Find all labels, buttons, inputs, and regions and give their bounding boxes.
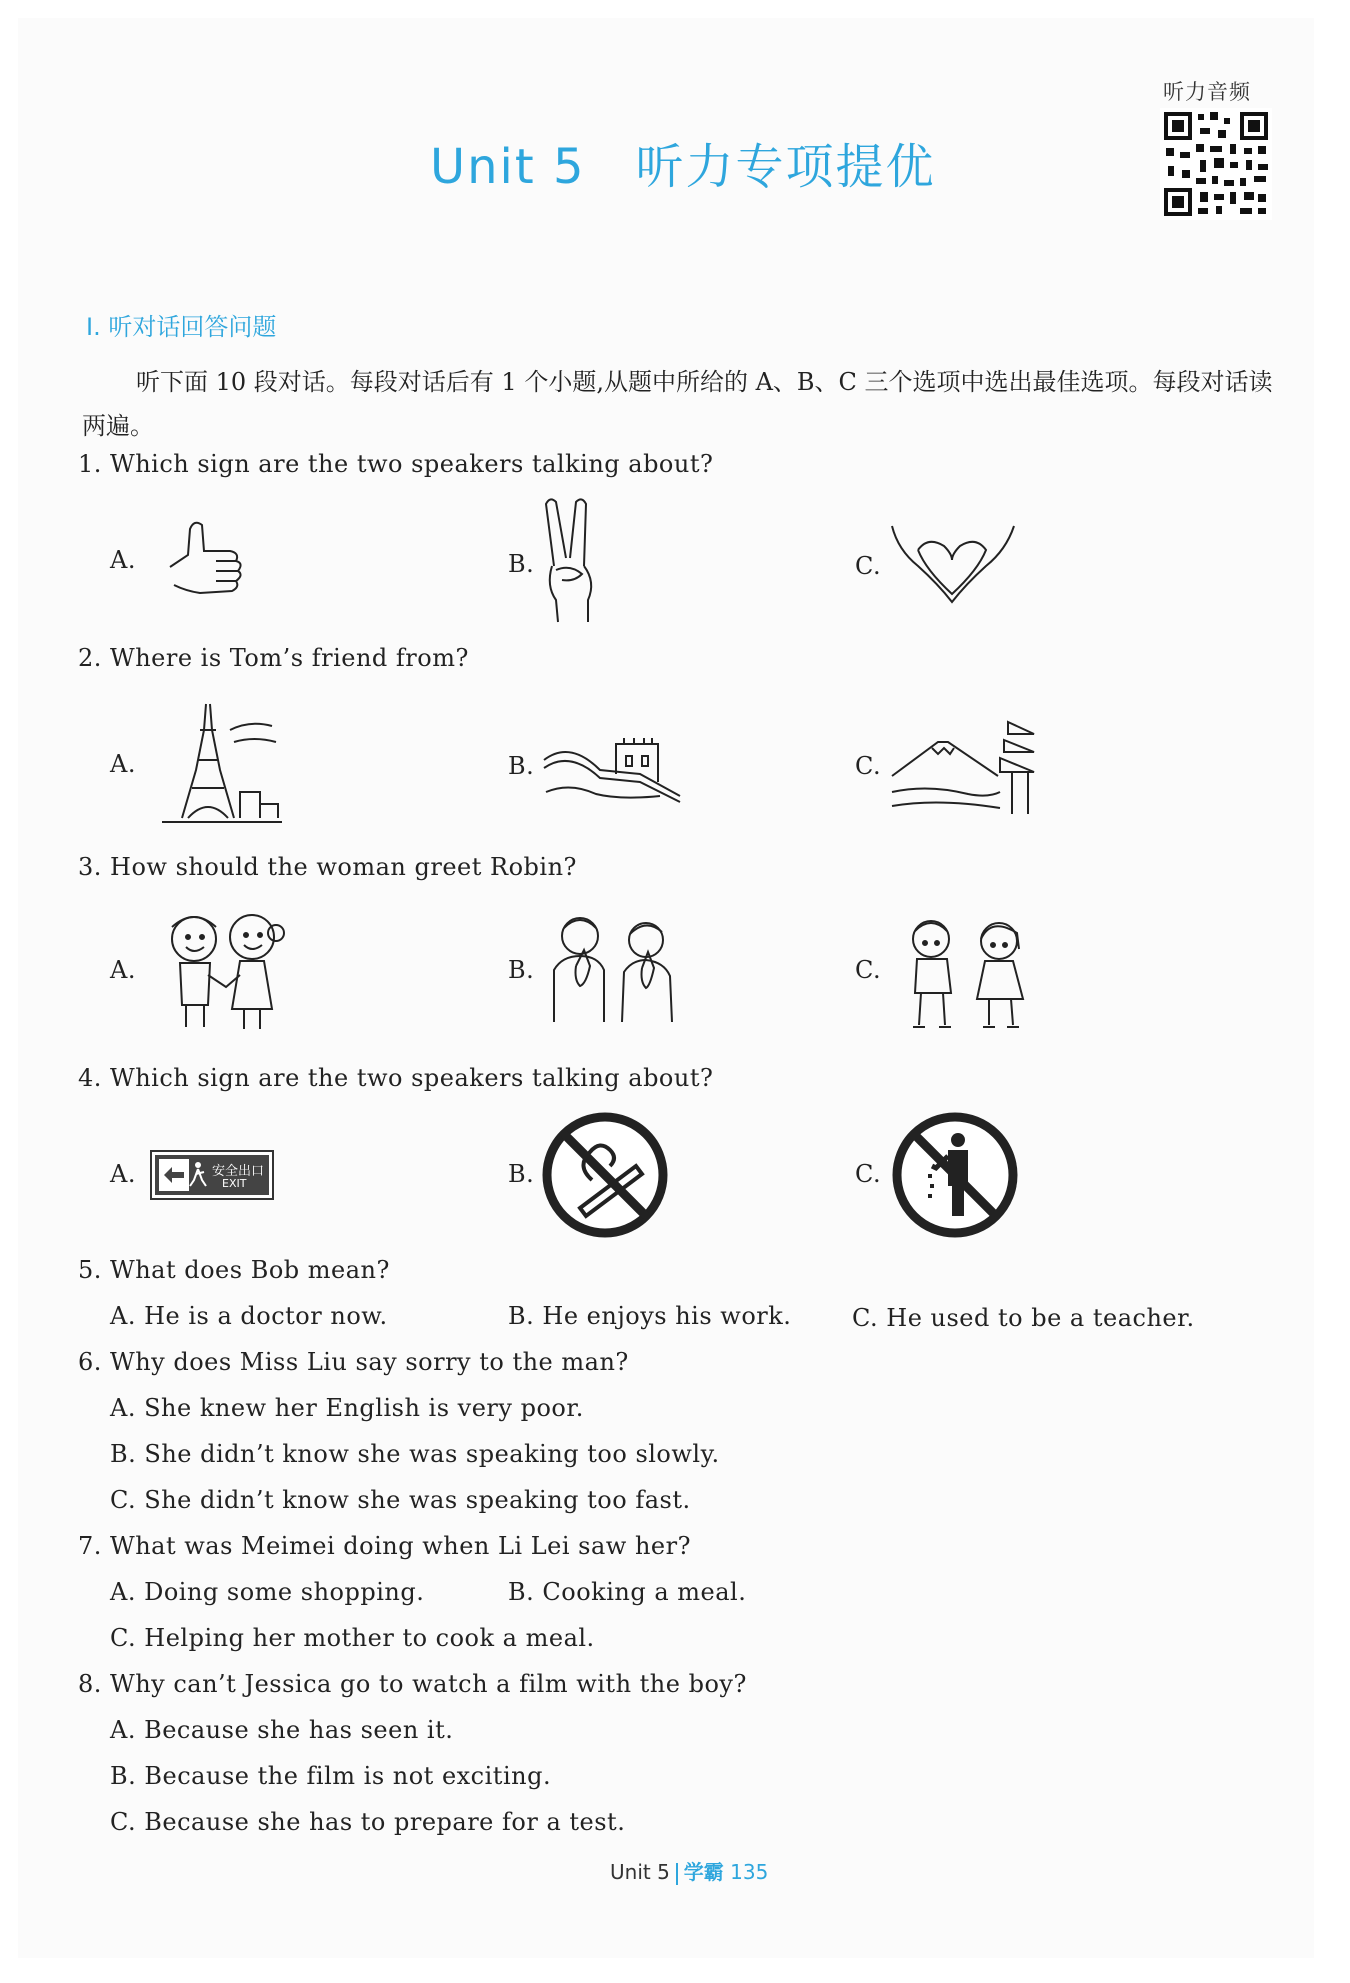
option-text[interactable]: C. She didn’t know she was speaking too fast. <box>110 1486 691 1514</box>
exit-sign-icon[interactable] <box>150 1150 274 1200</box>
option-text[interactable]: B. Because the film is not exciting. <box>110 1762 552 1790</box>
no-smoking-icon[interactable] <box>540 1110 670 1240</box>
option-label[interactable]: A. <box>110 546 136 574</box>
question-6: 6. Why does Miss Liu say sorry to the man? <box>78 1348 629 1376</box>
question-1: 1. Which sign are the two speakers talking about? <box>78 450 714 478</box>
title-unit: Unit 5 <box>430 139 586 195</box>
option-text[interactable]: A. Because she has seen it. <box>110 1716 454 1744</box>
option-text[interactable]: A. He is a doctor now. <box>110 1302 388 1330</box>
option-text[interactable]: B. Cooking a meal. <box>508 1578 747 1606</box>
question-8: 8. Why can’t Jessica go to watch a film with the boy? <box>78 1670 747 1698</box>
option-text[interactable]: B. She didn’t know she was speaking too slowly. <box>110 1440 720 1468</box>
option-text[interactable]: A. Doing some shopping. <box>110 1578 425 1606</box>
qr-label: 听力音频 <box>1163 80 1251 104</box>
option-label[interactable]: C. <box>855 956 882 984</box>
exit-sign-text-en: EXIT <box>222 1177 247 1190</box>
palms-together-greeting-icon[interactable] <box>540 910 685 1025</box>
question-3: 3. How should the woman greet Robin? <box>78 853 577 881</box>
question-5: 5. What does Bob mean? <box>78 1256 390 1284</box>
section-heading: Ⅰ. 听对话回答问题 <box>86 313 277 341</box>
v-sign-hand-icon[interactable] <box>540 496 604 626</box>
option-text[interactable]: A. She knew her English is very poor. <box>110 1394 584 1422</box>
option-label[interactable]: A. <box>110 956 136 984</box>
question-2: 2. Where is Tom’s friend from? <box>78 644 469 672</box>
exit-sign-text-cn: 安全出口 <box>212 1164 265 1179</box>
footer-divider <box>676 1863 678 1885</box>
option-label[interactable]: C. <box>855 552 882 580</box>
title-text: 听力专项提优 <box>635 139 936 195</box>
option-label[interactable]: C. <box>855 752 882 780</box>
handshake-icon[interactable] <box>160 905 290 1035</box>
option-text[interactable]: C. Because she has to prepare for a test. <box>110 1808 626 1836</box>
instruction-text: 听下面 10 段对话。每段对话后有 1 个小题,从题中所给的 A、B、C 三个选项中选出最佳选项。每段对话读两遍。 <box>82 368 1273 440</box>
thumbs-up-icon[interactable] <box>160 515 250 605</box>
option-label[interactable]: C. <box>855 1160 882 1188</box>
footer-unit: Unit 5 <box>610 1860 670 1884</box>
option-label[interactable]: B. <box>508 550 535 578</box>
option-label[interactable]: B. <box>508 752 535 780</box>
bowing-icon[interactable] <box>895 915 1035 1035</box>
footer-brand: 学霸 <box>683 1860 724 1884</box>
page-title <box>430 128 936 197</box>
option-label[interactable]: B. <box>508 956 535 984</box>
page-footer <box>610 1856 768 1885</box>
option-label[interactable]: A. <box>110 1160 136 1188</box>
question-4: 4. Which sign are the two speakers talking about? <box>78 1064 714 1092</box>
option-text[interactable]: B. He enjoys his work. <box>508 1302 792 1330</box>
heart-hands-icon[interactable] <box>888 520 1018 610</box>
qr-code-icon[interactable] <box>1160 108 1272 220</box>
eiffel-tower-icon[interactable] <box>160 700 285 825</box>
no-littering-icon[interactable] <box>890 1110 1020 1240</box>
page-number: 135 <box>730 1860 769 1884</box>
option-label[interactable]: A. <box>110 750 136 778</box>
option-label[interactable]: B. <box>508 1160 535 1188</box>
option-text[interactable]: C. Helping her mother to cook a meal. <box>110 1624 595 1652</box>
question-7: 7. What was Meimei doing when Li Lei saw her? <box>78 1532 691 1560</box>
mount-fuji-icon[interactable] <box>888 718 1036 818</box>
great-wall-icon[interactable] <box>540 730 690 805</box>
option-text[interactable]: C. He used to be a teacher. <box>852 1304 1195 1332</box>
